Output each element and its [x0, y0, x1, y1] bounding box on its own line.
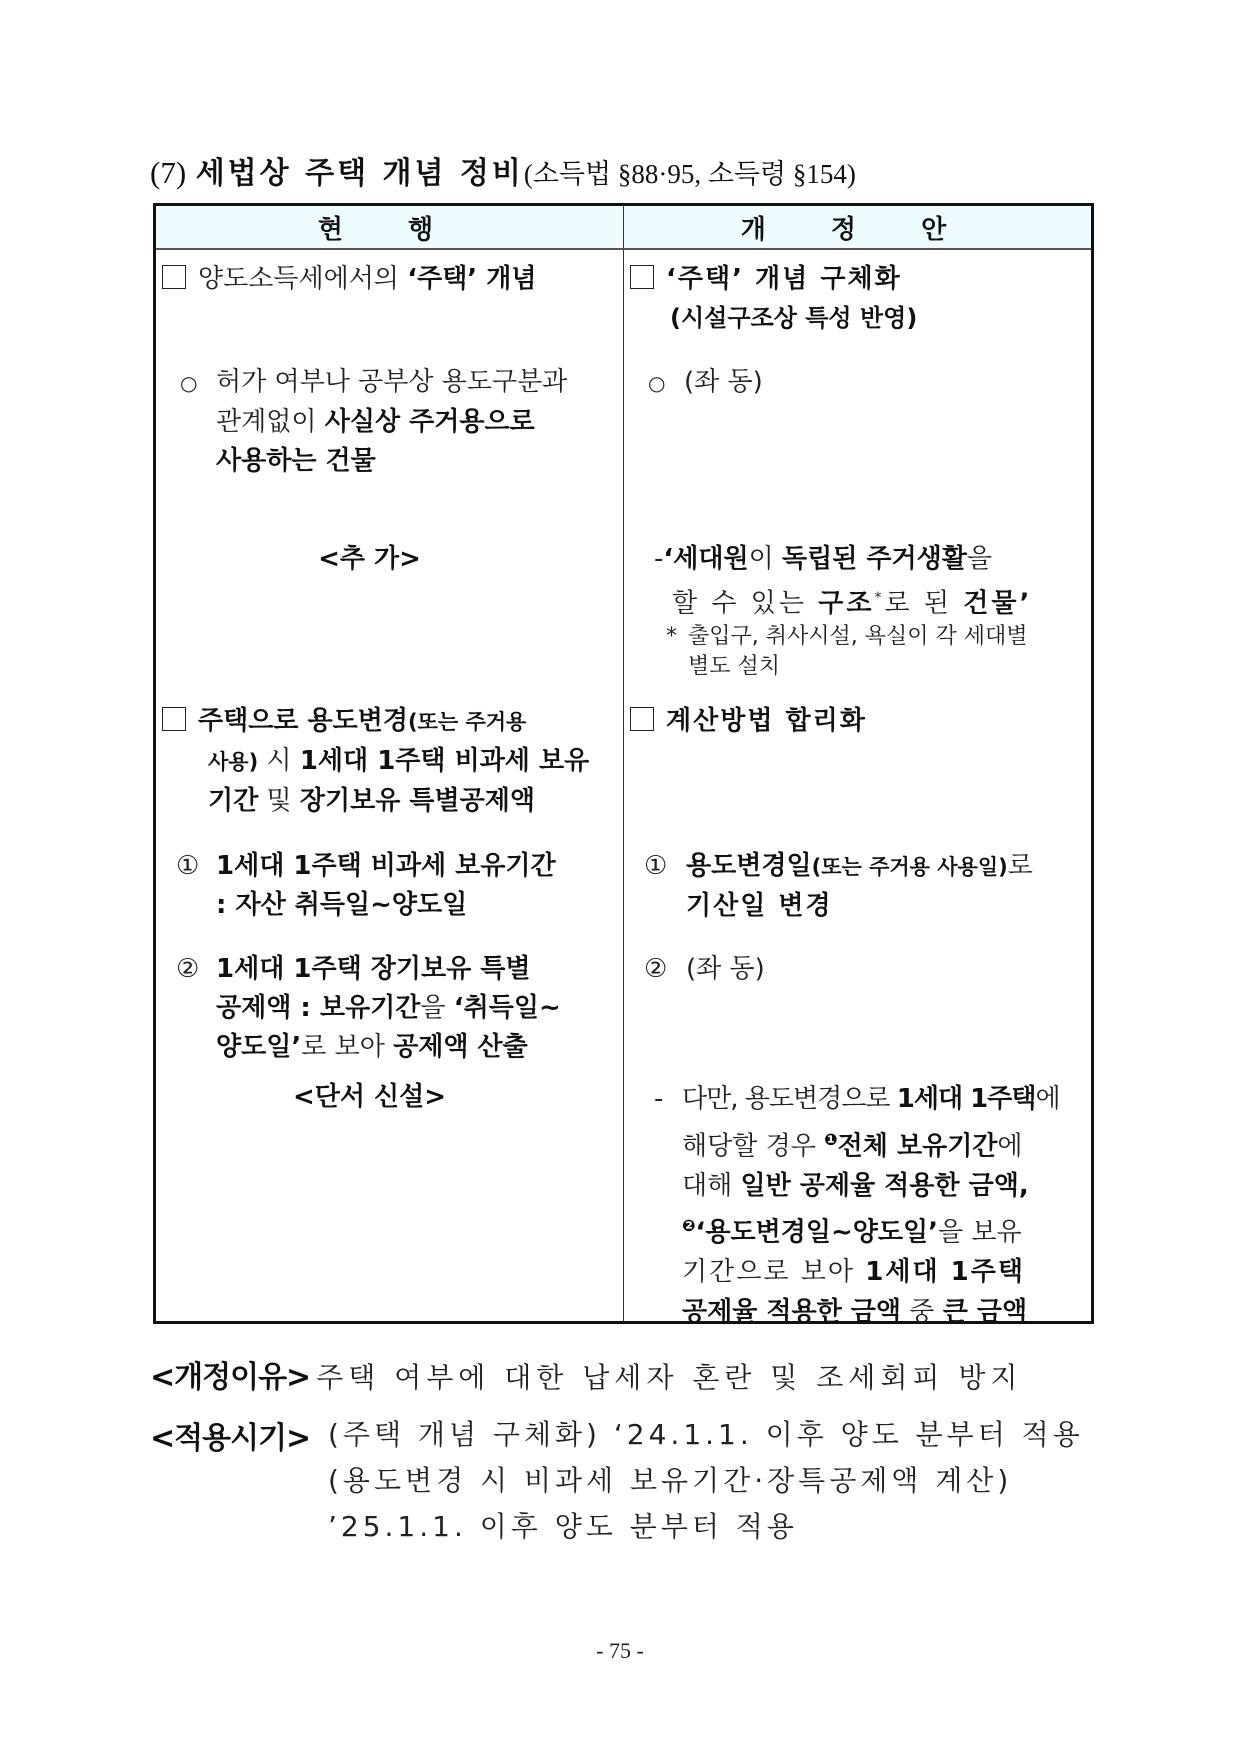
page-number: - 75 -	[596, 1638, 644, 1663]
proposed-dash-1: -‘세대원이 독립된 주거생활을 할 수 있는 구조*로 된 건물’	[654, 544, 1033, 619]
proposed-numbered-2: ② (좌 동)	[644, 950, 765, 989]
checkbox-square-icon	[162, 265, 186, 289]
proviso-marker: <단서 신설>	[292, 1082, 447, 1112]
section-number: (7)	[150, 155, 187, 190]
proposed-item-1-detail: ○ (좌 동)	[648, 363, 763, 403]
circle-bullet-icon: ○	[648, 371, 666, 395]
filled-circle-two-icon: ❷	[682, 1216, 696, 1236]
application-timing	[150, 1413, 1084, 1543]
header-proposed: 개 정 안	[624, 205, 1093, 250]
current-numbered-1: ① 1세대 1주택 비과세 보유기간 : 자산 취득일~양도일	[176, 847, 626, 925]
add-marker: <추 가>	[318, 544, 421, 574]
apply-line-2: (용도변경 시 비과세 보유기간·장특공제액 계산)	[328, 1464, 1013, 1497]
reason-label: <개정이유>	[150, 1360, 311, 1395]
checkbox-square-icon	[162, 707, 186, 731]
checkbox-square-icon	[630, 707, 654, 731]
proposed-numbered-1: ① 용도변경일(또는 주거용 사용일)로 기산일 변경	[644, 847, 1094, 926]
current-item-1: 양도소득세에서의 ‘주택’ 개념	[162, 260, 536, 299]
current-column	[155, 249, 624, 1323]
table-header-row	[155, 205, 1093, 250]
current-numbered-2: ② 1세대 1주택 장기보유 특별 공제액 : 보유기간을 ‘취득일~ 양도일’로 보아 공제액 산출	[176, 950, 626, 1067]
section-heading: 세법상 주택 개념 정비	[195, 156, 524, 191]
filled-circle-one-icon: ❶	[824, 1129, 838, 1149]
apply-line-1: (주택 개념 구체화) ‘24.1.1. 이후 양도 분부터 적용	[328, 1418, 1084, 1451]
reason-text: 주택 여부에 대한 납세자 혼란 및 조세회피 방지	[316, 1361, 1023, 1394]
proposed-proviso: - 다만, 용도변경으로 1세대 1주택에 해당할 경우 $^❶$전체 보유기간에 대해 일반 공제율 적용한 금액, $^❷$‘용도변경일~양도일’을 보유 기간으로 보아 1세대 1주택 공제율 적용한 금액 중 큰 금액	[654, 1084, 1061, 1327]
amendment-reason	[150, 1352, 1022, 1396]
table-row	[155, 249, 1093, 1323]
proposed-item-2: 계산방법 합리화	[630, 702, 867, 741]
header-current: 현 행	[155, 205, 624, 250]
circled-one-icon: ①	[176, 851, 200, 881]
circled-two-icon: ②	[176, 954, 200, 984]
circled-two-icon: ②	[644, 954, 668, 984]
circle-bullet-icon: ○	[180, 371, 198, 395]
proposed-item-1: ‘주택’ 개념 구체화 (시설구조상 특성 반영)	[630, 260, 917, 338]
comparison-table	[153, 203, 1094, 1327]
apply-label: <적용시기>	[150, 1421, 311, 1456]
section-title	[150, 148, 856, 192]
legal-reference: (소득법 §88·95, 소득령 §154)	[523, 159, 856, 189]
apply-line-3: ’25.1.1. 이후 양도 분부터 적용	[328, 1510, 798, 1543]
circled-one-icon: ①	[644, 851, 668, 881]
checkbox-square-icon	[630, 265, 654, 289]
current-item-1-detail: ○ 허가 여부나 공부상 용도구분과 관계없이 사실상 주거용으로 사용하는 건물	[180, 363, 620, 481]
current-item-2: 주택으로 용도변경(또는 주거용 사용) 시 1세대 1주택 비과세 보유 기간 및 장기보유 특별공제액	[162, 702, 622, 821]
proposed-column	[624, 249, 1093, 1327]
footnote: * 출입구, 취사시설, 욕실이 각 세대별 별도 설치	[666, 624, 1028, 679]
